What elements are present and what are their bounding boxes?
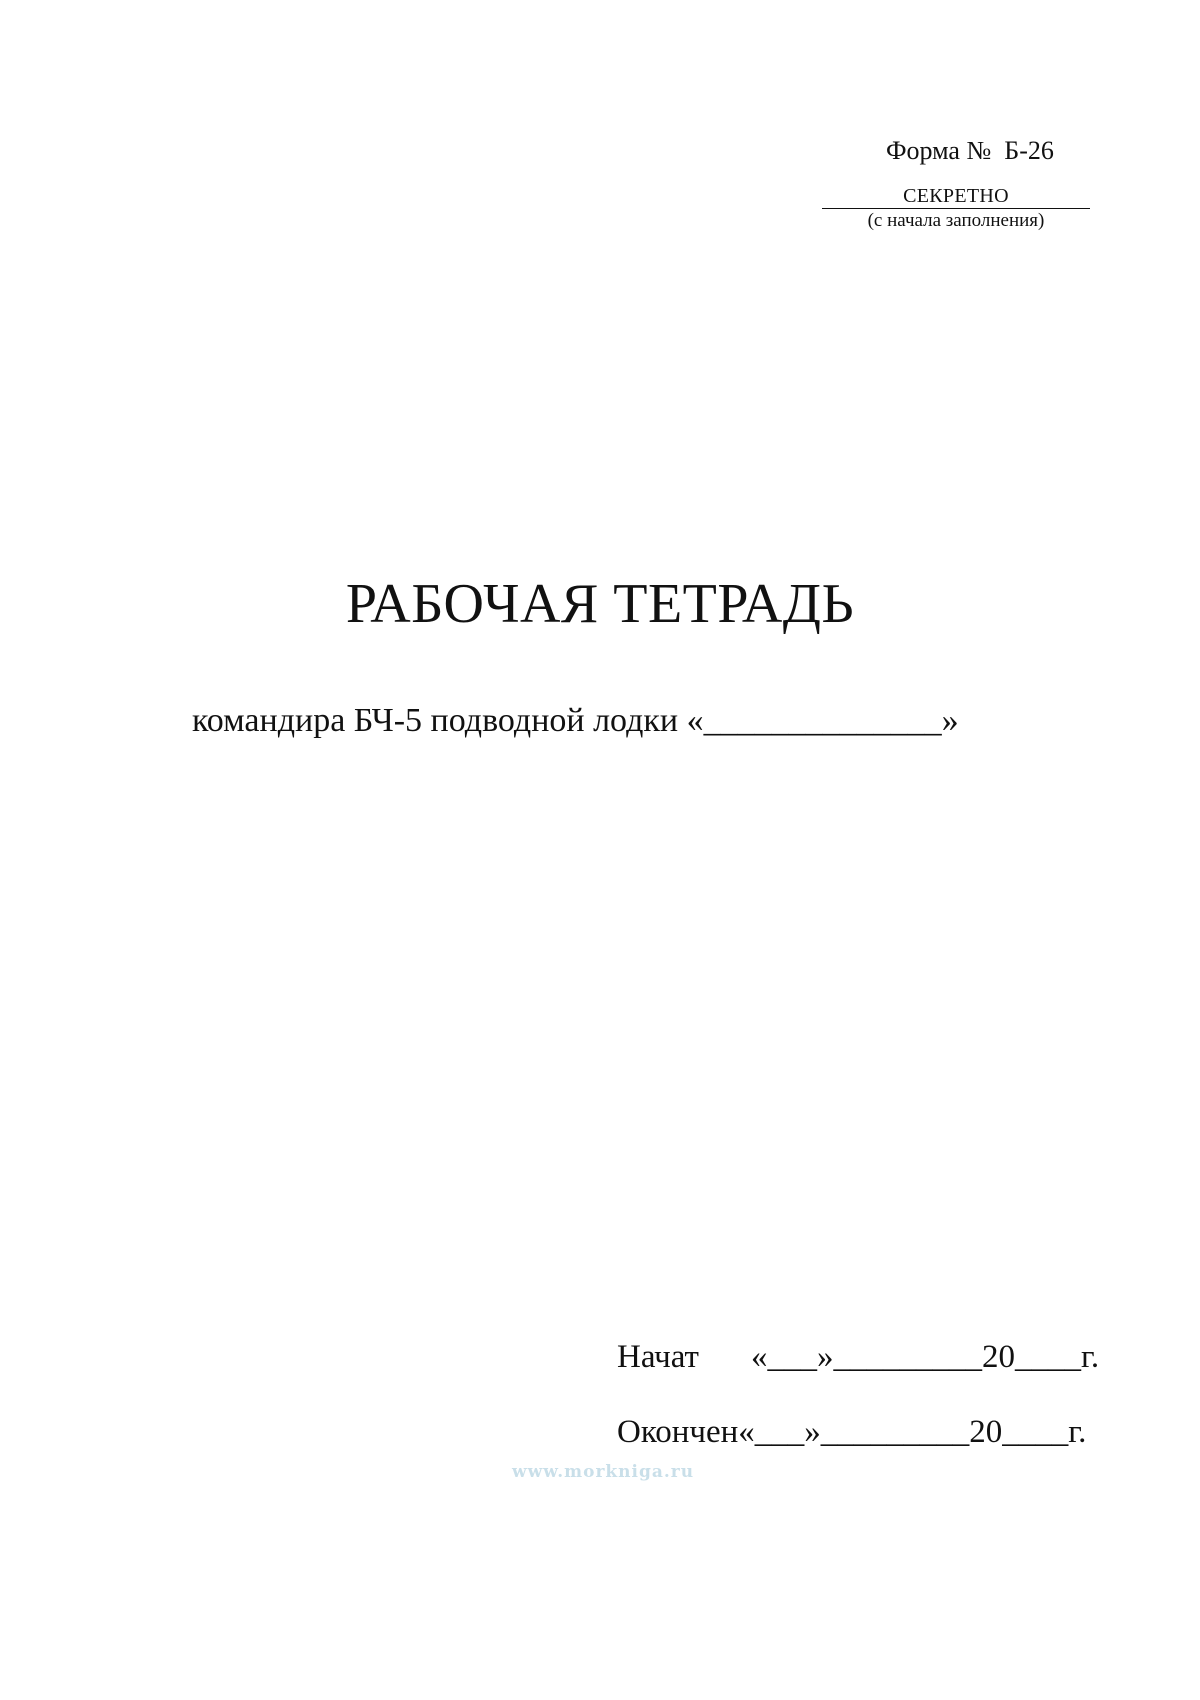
end-date-blank: «___»_________20____г. (738, 1414, 1087, 1450)
secrecy-block (822, 184, 1090, 233)
form-number: Форма № Б-26 (886, 136, 1054, 165)
watermark: www.morkniga.ru (512, 1462, 695, 1482)
document-title: РАБОЧАЯ ТЕТРАДЬ (345, 573, 855, 635)
start-date-blank: «___»_________20____г. (751, 1339, 1100, 1375)
document-subtitle: командира БЧ-5 подводной лодки «______________» (192, 702, 959, 739)
secrecy-note: (с начала заполнения) (867, 210, 1045, 231)
start-date-label: Начат (617, 1339, 699, 1375)
end-date-label: Окончен (617, 1414, 739, 1450)
secrecy-mark: СЕКРЕТНО (822, 184, 1090, 209)
